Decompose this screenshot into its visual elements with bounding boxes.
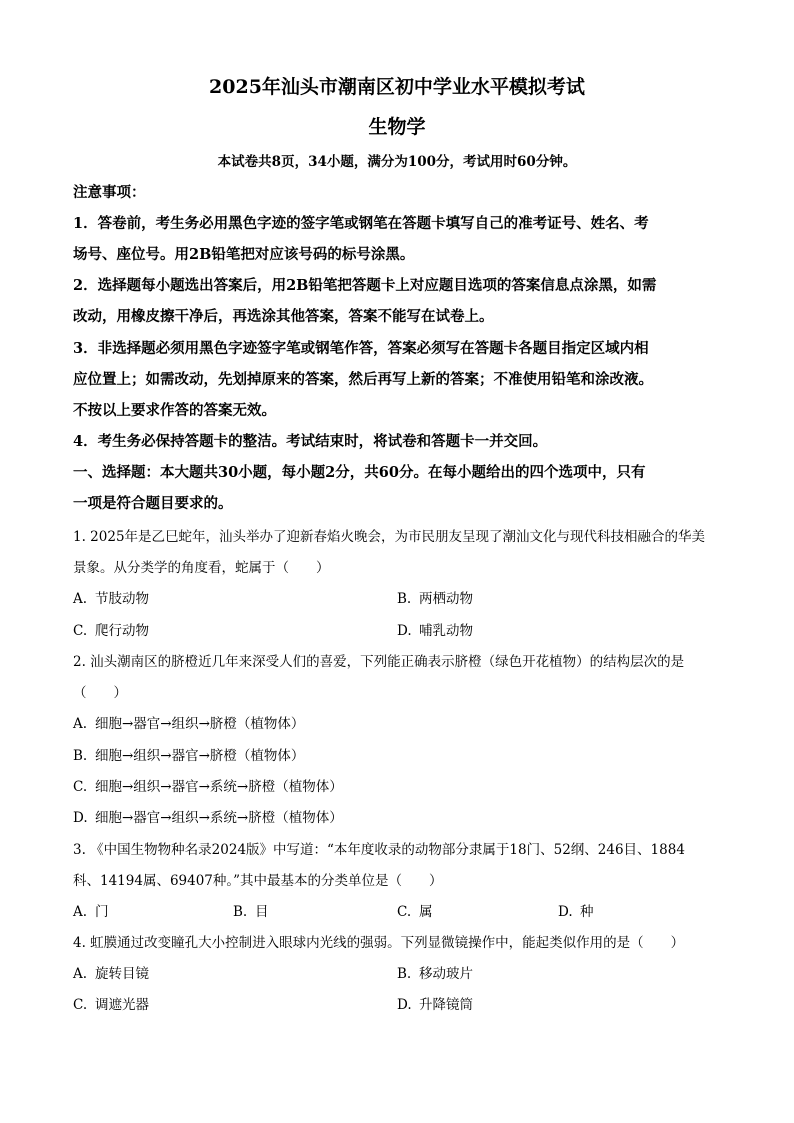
exam-title: 2025年汕头市潮南区初中学业水平模拟考试: [209, 76, 585, 98]
question-1-option-c: C. 爬行动物: [73, 623, 149, 639]
question-3-stem-cont: 科、14194属、69407种。”其中最基本的分类单位是（ ）: [73, 873, 443, 889]
note-line: 2．选择题每小题选出答案后，用2B铅笔把答题卡上对应题目选项的答案信息点涂黑，如需: [73, 277, 657, 294]
question-4-option-c: C. 调遮光器: [73, 997, 149, 1013]
question-4-option-d: D. 升降镜筒: [397, 997, 473, 1013]
note-line: 应位置上；如需改动，先划掉原来的答案，然后再写上新的答案；不准使用铅笔和涂改液。: [73, 371, 653, 388]
question-1-option-d: D. 哺乳动物: [397, 623, 473, 639]
note-line: 4．考生务必保持答题卡的整洁。考试结束时，将试卷和答题卡一并交回。: [73, 433, 548, 450]
question-4-option-a: A. 旋转目镜: [73, 966, 149, 982]
question-3-option-c: C. 属: [397, 904, 433, 920]
question-1-stem: 1. 2025年是乙巳蛇年，汕头举办了迎新春焰火晚会，为市民朋友呈现了潮汕文化与现代科技相融合的华美: [73, 529, 706, 545]
note-line: 3．非选择题必须用黑色字迹签字笔或钢笔作答，答案必须写在答题卡各题目指定区域内相: [73, 340, 649, 357]
question-1-stem-cont: 景象。从分类学的角度看，蛇属于（ ）: [73, 560, 330, 576]
exam-info: 本试卷共8页，34小题，满分为100分，考试用时60分钟。: [217, 154, 577, 170]
question-2-option-b: B. 细胞→组织→器官→脐橙（植物体）: [73, 748, 305, 764]
question-2-option-a: A. 细胞→器官→组织→脐橙（植物体）: [73, 716, 305, 732]
question-4-option-b: B. 移动玻片: [397, 966, 473, 982]
note-line: 场号、座位号。用2B铅笔把对应该号码的标号涂黑。: [73, 246, 415, 263]
question-4-stem: 4. 虹膜通过改变瞳孔大小控制进入眼球内光线的强弱。下列显微镜操作中，能起类似作用的是（ ）: [73, 935, 685, 951]
question-2-stem-cont: （ ）: [73, 685, 127, 701]
subject-title: 生物学: [368, 116, 426, 138]
question-3-option-b: B. 目: [233, 904, 269, 920]
question-1-option-a: A. 节肢动物: [73, 591, 149, 607]
question-3-option-a: A. 门: [73, 904, 109, 920]
question-2-option-c: C. 细胞→组织→器官→系统→脐橙（植物体）: [73, 779, 343, 795]
section-heading: 一、选择题：本大题共30小题，每小题2分，共60分。在每小题给出的四个选项中，只有: [73, 464, 646, 481]
notes-heading: 注意事项：: [73, 184, 146, 201]
question-3-option-d: D. 种: [558, 904, 594, 920]
note-line: 不按以上要求作答的答案无效。: [73, 402, 276, 419]
section-heading-cont: 一项是符合题目要求的。: [73, 495, 233, 512]
question-3-stem: 3. 《中国生物物种名录2024版》中写道：“本年度收录的动物部分隶属于18门、52纲、246目、1884: [73, 842, 685, 858]
question-2-stem: 2. 汕头潮南区的脐橙近几年来深受人们的喜爱，下列能正确表示脐橙（绿色开花植物）的结构层次的是: [73, 654, 685, 670]
question-1-option-b: B. 两栖动物: [397, 591, 473, 607]
question-2-option-d: D. 细胞→器官→组织→系统→脐橙（植物体）: [73, 810, 343, 826]
note-line: 改动，用橡皮擦干净后，再选涂其他答案，答案不能写在试卷上。: [73, 308, 494, 325]
note-line: 1．答卷前，考生务必用黑色字迹的签字笔或钢笔在答题卡填写自己的准考证号、姓名、考: [73, 215, 649, 232]
